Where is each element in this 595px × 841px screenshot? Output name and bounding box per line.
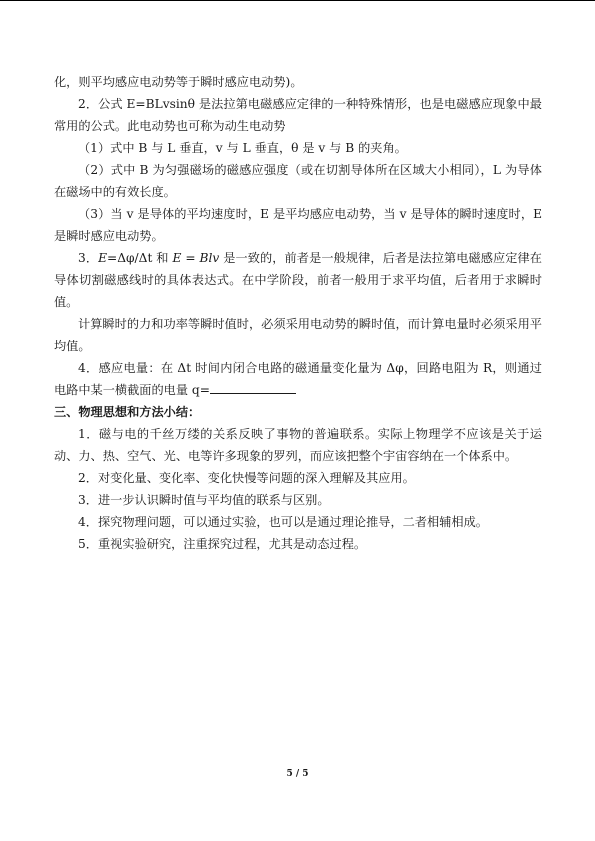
summary-item-3: 3．进一步认识瞬时值与平均值的联系与区别。	[78, 493, 330, 507]
answer-blank[interactable]	[210, 380, 296, 394]
summary-item-1: 1．磁与电的千丝万缕的关系反映了事物的普遍联系。实际上物理学不应该是关于运动、力、热、空气、光、电等许多现象的罗列，而应该把整个宇宙容纳在一个体系中。	[54, 427, 542, 463]
summary-item-2: 2．对变化量、变化率、变化快慢等问题的深入理解及其应用。	[78, 471, 415, 485]
formula-flux-rate: =Δφ/Δt 和	[107, 251, 169, 265]
summary-item-5: 5．重视实验研究，注重探究过程，尤其是动态过程。	[78, 537, 367, 551]
formula-emf-symbol: E	[98, 251, 107, 265]
section-heading-summary: 三、物理思想和方法小结：	[54, 405, 201, 419]
paragraph-induced-charge	[54, 357, 542, 401]
paragraph-instantaneous-values: 计算瞬时的力和功率等瞬时值时，必须采用电动势的瞬时值，而计算电量时必须采用平均值。	[54, 317, 542, 353]
document-body	[54, 71, 542, 555]
paragraph-formula-comparison	[54, 247, 542, 313]
comparison-text: 是一致的，前者是一般规律，后者是法拉第电磁感应定律在导体切割磁感线时的具体表达式。在中学阶段，前者一般用于求平均值，后者用于求瞬时值。	[54, 251, 542, 309]
paragraph-condition-3: （3）当 v 是导体的平均速度时，E 是平均感应电动势，当 v 是导体的瞬时速度时，E 是瞬时感应电动势。	[54, 207, 542, 243]
page-top-border	[0, 0, 595, 1]
induced-charge-text: 4．感应电量：在 Δt 时间内闭合电路的磁通量变化量为 Δφ，回路电阻为 R，则通过电路中某一横截面的电量 q=	[54, 361, 542, 397]
paragraph-condition-2: （2）式中 B 为匀强磁场的磁感应强度（或在切割导体所在区域大小相同），L 为导体在磁场中的有效长度。	[54, 163, 542, 199]
formula-blv: E = Blv	[172, 251, 220, 265]
paragraph-condition-1: （1）式中 B 与 L 垂直，v 与 L 垂直，θ 是 v 与 B 的夹角。	[78, 141, 407, 155]
summary-item-4: 4．探究物理问题，可以通过实验，也可以是通过理论推导，二者相辅相成。	[78, 515, 488, 529]
item-number: 3．	[78, 251, 99, 265]
paragraph-formula-blv: 2．公式 E=BLvsinθ 是法拉第电磁感应定律的一种特殊情形，也是电磁感应现象中最常用的公式。此电动势也可称为动生电动势	[54, 97, 542, 133]
page-number: 5 / 5	[286, 769, 309, 779]
paragraph-continuation: 化，则平均感应电动势等于瞬时感应电动势)。	[54, 75, 303, 89]
